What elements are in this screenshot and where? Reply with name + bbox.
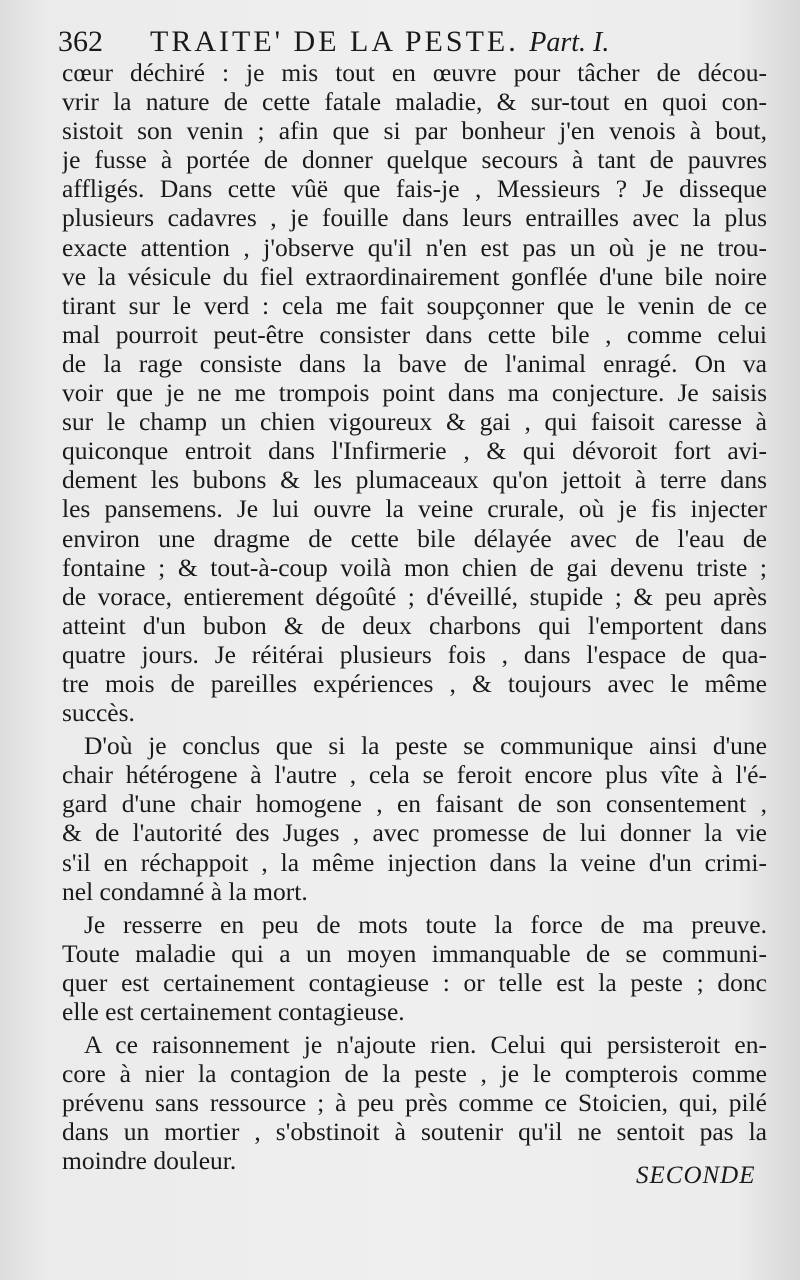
- text-line: gard d'une chair homogene , en faisant de son consentement ,: [62, 789, 767, 819]
- text-line: Je resserre en peu de mots toute la force de ma preuve.: [84, 909, 767, 939]
- text-line: vrir la nature de cette fatale maladie, & sur-tout en quoi con-: [62, 87, 767, 117]
- text-line: exacte attention , j'observe qu'il n'en est pas un où je ne trou-: [62, 232, 767, 262]
- text-line: prévenu sans ressource ; à peu près comme ce Stoicien, qui, pilé: [62, 1088, 767, 1118]
- text-line: voir que je ne me trompois point dans ma conjecture. Je saisis: [62, 378, 767, 408]
- text-line: moindre douleur.: [62, 1146, 237, 1176]
- text-line: sur le champ un chien vigoureux & gai , qui faisoit caresse à: [62, 407, 767, 437]
- text-line: de vorace, entierement dégoûté ; d'éveillé, stupide ; & peu après: [62, 581, 767, 611]
- paragraph: [62, 1030, 767, 1175]
- text-line: je fusse à portée de donner quelque secours à tant de pauvres: [62, 145, 767, 175]
- text-line: affligés. Dans cette vûë que fais-je , Messieurs ? Je disseque: [62, 174, 767, 204]
- text-line: chair hétérogene à l'autre , cela se feroit encore plus vîte à l'é-: [62, 760, 767, 790]
- text-line: atteint d'un bubon & de deux charbons qui l'emportent dans: [62, 610, 767, 640]
- catchword: SECONDE: [636, 1162, 756, 1189]
- text-line: succès.: [62, 698, 135, 728]
- paragraph: [62, 910, 767, 1026]
- paragraph: [62, 58, 767, 727]
- text-line: de la rage consiste dans la bave de l'animal enragé. On va: [62, 348, 767, 378]
- text-line: ve la vésicule du fiel extraordinairement gonflée d'une bile noire: [62, 261, 767, 291]
- text-line: plusieurs cadavres , je fouille dans leurs entrailles avec la plus: [62, 203, 767, 233]
- text-line: fontaine ; & tout-à-coup voilà mon chien de gai devenu triste ;: [62, 552, 767, 582]
- running-title-text: TRAITE' DE LA PESTE.: [150, 25, 519, 58]
- text-line: tirant sur le verd : cela me fait soupçonner que le venin de ce: [62, 290, 767, 320]
- text-line: & de l'autorité des Juges , avec promesse de lui donner la vie: [62, 818, 767, 848]
- text-line: environ une dragme de cette bile délayée avec de l'eau de: [62, 523, 767, 553]
- text-line: cœur déchiré : je mis tout en œuvre pour tâcher de décou-: [62, 58, 767, 87]
- text-line: les pansemens. Je lui ouvre la veine crurale, où je fis injecter: [62, 494, 767, 524]
- text-line: quer est certainement contagieuse : or telle est la peste ; donc: [62, 967, 767, 997]
- text-line: elle est certainement contagieuse.: [62, 997, 405, 1026]
- part-label: Part. I.: [529, 27, 610, 58]
- text-line: quiconque entroit dans l'Infirmerie , & qui dévoroit fort avi-: [62, 436, 767, 466]
- text-line: D'où je conclus que si la peste se communique ainsi d'une: [84, 731, 767, 761]
- text-line: quatre jours. Je réitérai plusieurs fois , dans l'espace de qua-: [62, 639, 767, 669]
- page-header: [58, 22, 778, 62]
- text-line: mal pourroit peut-être consister dans cette bile , comme celui: [62, 319, 767, 349]
- text-line: tre mois de pareilles expériences , & toujours avec le même: [62, 668, 767, 698]
- text-line: dans un mortier , s'obstinoit à soutenir qu'il ne sentoit pas la: [62, 1117, 767, 1147]
- paragraph: [62, 731, 767, 906]
- body-text: [62, 58, 767, 1176]
- text-line: s'il en réchappoit , la même injection dans la veine d'un crimi-: [62, 847, 767, 877]
- text-line: Toute maladie qui a un moyen immanquable de se communi-: [62, 938, 767, 968]
- page-number: 362: [58, 25, 103, 58]
- text-line: nel condamné à la mort.: [62, 876, 308, 906]
- text-line: A ce raisonnement je n'ajoute rien. Celui qui persisteroit en-: [84, 1030, 767, 1060]
- running-title: [150, 22, 609, 63]
- text-line: sistoit son venin ; afin que si par bonheur j'en venois à bout,: [62, 116, 767, 146]
- text-line: dement les bubons & les plumaceaux qu'on jettoit à terre dans: [62, 465, 767, 495]
- text-line: core à nier la contagion de la peste , je le compterois comme: [62, 1059, 767, 1089]
